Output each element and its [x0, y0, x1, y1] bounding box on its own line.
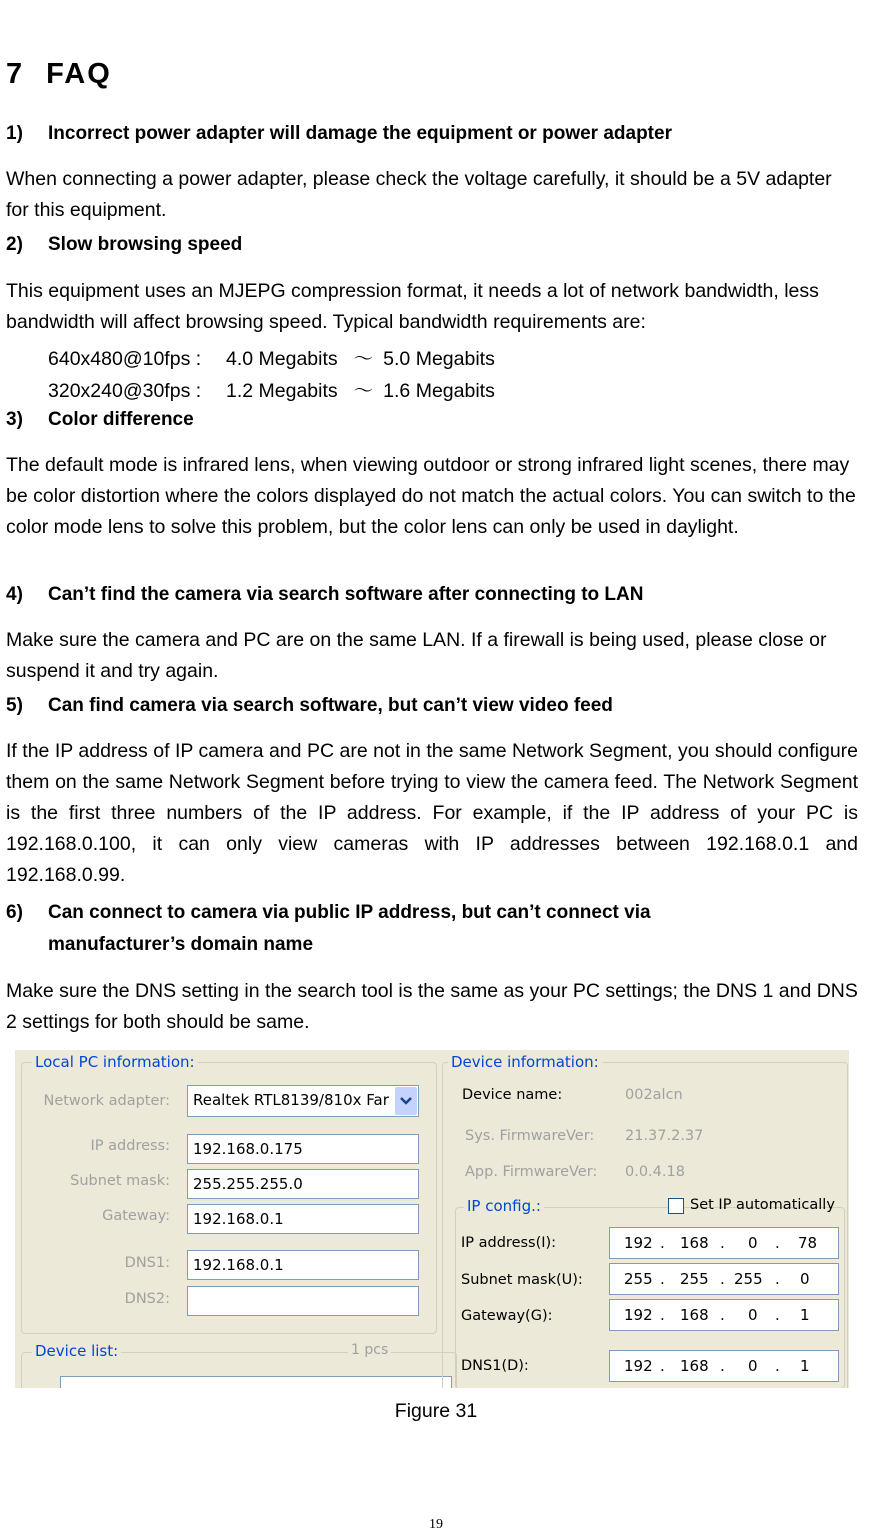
sys-firmware-label: Sys. FirmwareVer:	[465, 1128, 595, 1144]
device-gateway-label: Gateway(G):	[461, 1308, 553, 1324]
page-number: 19	[429, 1517, 443, 1532]
subnet-mask-label: Subnet mask:	[70, 1173, 170, 1189]
device-ip-label: IP address(I):	[461, 1235, 557, 1251]
device-mask-label: Subnet mask(U):	[461, 1272, 583, 1288]
local-pc-group-title: Local PC information:	[32, 1053, 198, 1071]
set-ip-auto-label: Set IP automatically	[690, 1197, 835, 1213]
faq-answer-3: The default mode is infrared lens, when viewing outdoor or strong infrared light scenes, there may be color distortion where the colors displayed do not match the actual colors. You can switch to the color mode lens to solve this problem, but the color lens can only be used in daylight.	[6, 454, 856, 538]
figure-caption: Figure 31	[394, 1400, 478, 1422]
dns1-label: DNS1:	[124, 1255, 170, 1271]
device-name-value: 002alcn	[625, 1087, 683, 1103]
device-gateway-field[interactable]: 192 . 168 . 0 . 1	[609, 1299, 839, 1331]
dns1-field[interactable]: 192.168.0.1	[187, 1250, 419, 1280]
dns2-label: DNS2:	[124, 1291, 170, 1307]
device-mask-field[interactable]: 255 . 255 . 255 . 0	[609, 1263, 839, 1295]
app-firmware-value: 0.0.4.18	[625, 1164, 685, 1180]
app-firmware-label: App. FirmwareVer:	[465, 1164, 598, 1180]
section-heading: 7 FAQ	[6, 58, 112, 90]
sys-firmware-value: 21.37.2.37	[625, 1128, 704, 1144]
faq-answer-2: This equipment uses an MJEPG compression format, it needs a lot of network bandwidth, less bandwidth will affect browsing speed. Typical bandwidth requirements are:	[6, 280, 819, 333]
device-list-title: Device list:	[32, 1342, 121, 1360]
network-adapter-label: Network adapter:	[43, 1093, 170, 1109]
device-count: 1 pcs	[348, 1342, 391, 1358]
ip-address-field[interactable]: 192.168.0.175	[187, 1134, 419, 1164]
gateway-field[interactable]: 192.168.0.1	[187, 1204, 419, 1234]
chevron-down-icon[interactable]	[395, 1087, 417, 1115]
faq-answer-1: When connecting a power adapter, please check the voltage carefully, it should be a 5V adapter for this equipment.	[6, 168, 832, 221]
device-list-box[interactable]	[60, 1376, 452, 1388]
faq-question-6-cont: manufacturer’s domain name	[48, 934, 314, 955]
ip-address-label: IP address:	[90, 1138, 170, 1154]
network-adapter-select[interactable]: Realtek RTL8139/810x Far	[187, 1085, 419, 1117]
device-name-label: Device name:	[462, 1087, 563, 1103]
device-dns1-field[interactable]: 192 . 168 . 0 . 1	[609, 1350, 839, 1382]
faq-answer-6: Make sure the DNS setting in the search tool is the same as your PC settings; the DNS 1 and DNS 2 settings for both should be same.	[6, 980, 858, 1033]
bandwidth-row: 320x240@30fps : 1.2 Megabits ～ 1.6 Megabits	[48, 380, 495, 402]
device-info-title: Device information:	[448, 1053, 602, 1071]
device-ip-field[interactable]: 192 . 168 . 0 . 78	[609, 1227, 839, 1259]
set-ip-auto-checkbox[interactable]	[668, 1198, 684, 1214]
subnet-mask-field[interactable]: 255.255.255.0	[187, 1169, 419, 1199]
ip-config-title: IP config.:	[464, 1197, 544, 1215]
device-dns1-label: DNS1(D):	[461, 1358, 529, 1374]
dns2-field[interactable]	[187, 1286, 419, 1316]
faq-answer-5: If the IP address of IP camera and PC are not in the same Network Segment, you should configure them on the same Network Segment before trying to view the camera feed. The Network Segment is the first three numbers of the IP address. For example, if the IP address of your PC is 192.168.0.100, it can only view cameras with IP addresses between 192.168.0.1 and 192.168.0.99.	[6, 740, 858, 886]
bandwidth-row: 640x480@10fps : 4.0 Megabits ～ 5.0 Megabits	[48, 348, 495, 370]
gateway-label: Gateway:	[102, 1208, 170, 1224]
faq-answer-4: Make sure the camera and PC are on the same LAN. If a firewall is being used, please close or suspend it and try again.	[6, 629, 827, 682]
search-tool-screenshot	[15, 1050, 849, 1388]
